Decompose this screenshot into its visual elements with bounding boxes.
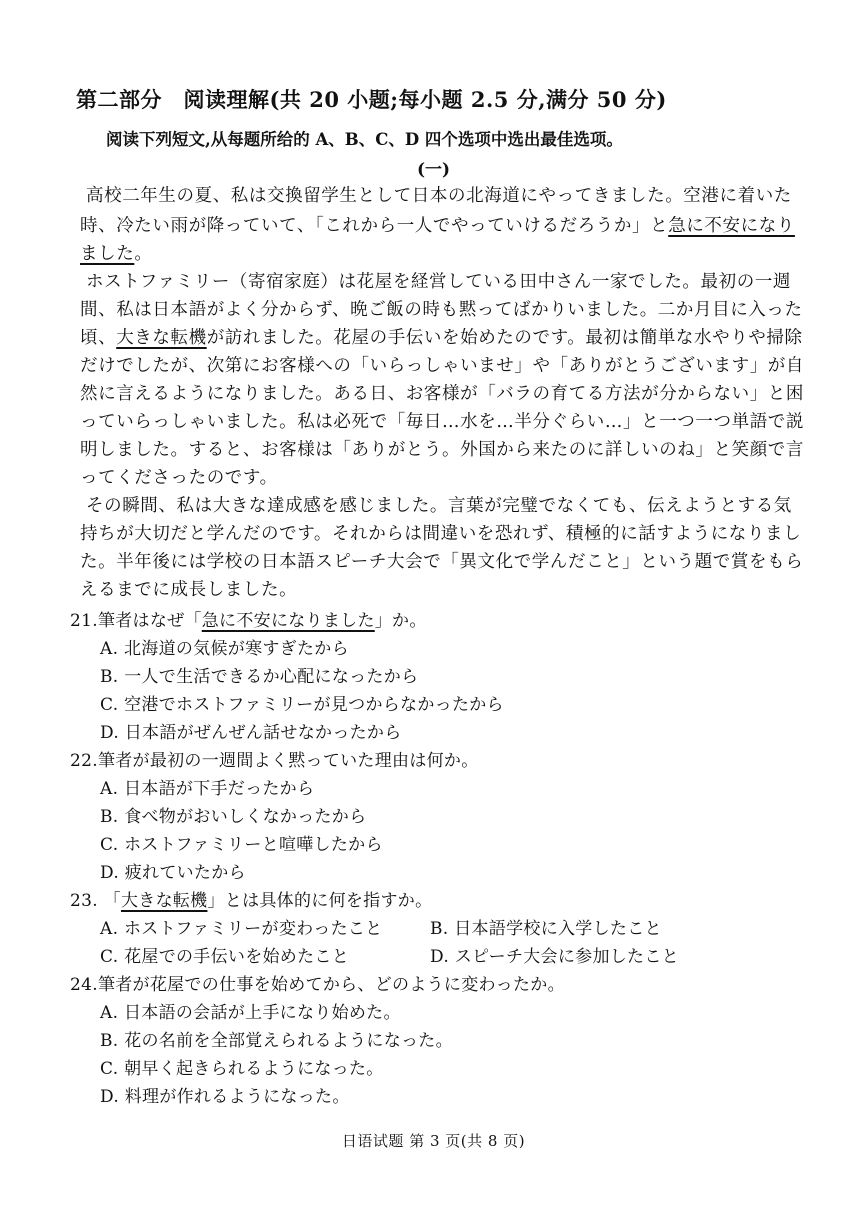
passage-line: 然に言えるようになりました。ある日、お客様が「バラの育てる方法が分からない」と困: [80, 384, 804, 404]
option-24d: D. 料理が作れるようになった。: [100, 1087, 350, 1107]
option-21a: A. 北海道の気候が寒すぎたから: [100, 639, 349, 659]
underlined-phrase: 急に不安になりました: [201, 611, 375, 631]
passage-line: っていらっしゃいました。私は必死で「毎日…水を…半分ぐらい…」と一つ一つ単語で説: [80, 412, 804, 432]
option-23c: C. 花屋での手伝いを始めたこと: [100, 947, 350, 967]
option-23b: B. 日本語学校に入学したこと: [430, 919, 662, 939]
option-23a: A. ホストファミリーが変わったこと: [100, 919, 383, 939]
option-22a: A. 日本語が下手だったから: [100, 779, 315, 799]
instruction: 阅读下列短文,从每题所给的 A、B、C、D 四个选项中选出最佳选项。: [106, 130, 623, 149]
option-22d: D. 疲れていたから: [100, 863, 246, 883]
passage-line: 持ちが大切だと学んだのです。それからは間違いを恐れず、積極的に話すようになりまし: [80, 524, 802, 544]
option-24b: B. 花の名前を全部覚えられるようになった。: [100, 1031, 453, 1051]
passage-text: 時、冷たい雨が降っていて、「これから一人でやっていけるだろうか」と: [80, 216, 669, 236]
question-stem: 筆者はなぜ「: [97, 611, 202, 631]
passage-line: た。半年後には学校の日本語スピーチ大会で「異文化で学んだこと」という題で賞をもら: [80, 552, 804, 572]
option-22c: C. ホストファミリーと喧嘩したから: [100, 835, 383, 855]
question-number: 23.: [70, 891, 98, 911]
passage-text: 頃、: [80, 328, 117, 348]
passage-line: 間、私は日本語がよく分からず、晩ご飯の時も黙ってばかりいました。二か月目に入った: [80, 300, 803, 320]
question-stem: 「: [103, 891, 121, 911]
question-24: [70, 970, 565, 995]
question-number: 24.: [70, 975, 98, 995]
question-stem: 筆者が花屋での仕事を始めてから、どのように変わったか。: [97, 975, 565, 995]
passage-line: 高校二年生の夏、私は交換留学生として日本の北海道にやってきました。空港に着いた: [86, 186, 792, 206]
option-21d: D. 日本語がぜんぜん話せなかったから: [100, 723, 402, 743]
passage-line: その瞬間、私は大きな達成感を感じました。言葉が完璧でなくても、伝えようとする気: [86, 496, 792, 516]
option-21c: C. 空港でホストファミリーが見つからなかったから: [100, 695, 504, 715]
passage-line: [80, 212, 795, 237]
question-21: [70, 606, 427, 631]
passage-text: が訪れました。花屋の手伝いを始めたのです。最初は簡単な水やりや掃除: [206, 328, 803, 348]
question-number: 21.: [70, 611, 98, 631]
passage-line: 明しました。すると、お客様は「ありがとう。外国から来たのに詳しいのね」と笑顔で言: [80, 440, 804, 460]
question-22: [70, 746, 479, 771]
underlined-phrase: 大きな転機: [120, 891, 208, 911]
option-24a: A. 日本語の会話が上手になり始めた。: [100, 1003, 401, 1023]
option-21b: B. 一人で生活できるか心配になったから: [100, 667, 419, 687]
section-title: 第二部分 阅读理解(共 20 小题;每小题 2.5 分,满分 50 分): [76, 87, 667, 112]
passage-number: (一): [416, 160, 451, 180]
passage-line: えるまでに成長しました。: [80, 580, 298, 600]
option-23d: D. スピーチ大会に参加したこと: [430, 947, 679, 967]
underlined-phrase: ました: [80, 244, 135, 264]
question-23: [70, 886, 432, 911]
passage-line: だけでしたが、次第にお客様への「いらっしゃいませ」や「ありがとうございます」が自: [80, 356, 804, 376]
question-stem: 筆者が最初の一週間よく黙っていた理由は何か。: [97, 751, 479, 771]
passage-line: ホストファミリー（寄宿家庭）は花屋を経営している田中さん一家でした。最初の一週: [86, 272, 792, 292]
question-stem: 」か。: [374, 611, 427, 631]
passage-line: [80, 240, 152, 265]
question-number: 22.: [70, 751, 98, 771]
passage-text: 。: [134, 244, 153, 264]
page-footer: 日语试题 第 3 页(共 8 页): [341, 1132, 526, 1150]
option-24c: C. 朝早く起きられるようになった。: [100, 1059, 384, 1079]
underlined-phrase: 急に不安になり: [668, 216, 795, 236]
option-22b: B. 食べ物がおいしくなかったから: [100, 807, 367, 827]
passage-line: ってくださったのです。: [80, 468, 278, 488]
passage-line: [80, 324, 803, 349]
underlined-phrase: 大きな転機: [116, 328, 207, 348]
question-stem: 」とは具体的に何を指すか。: [207, 891, 433, 911]
